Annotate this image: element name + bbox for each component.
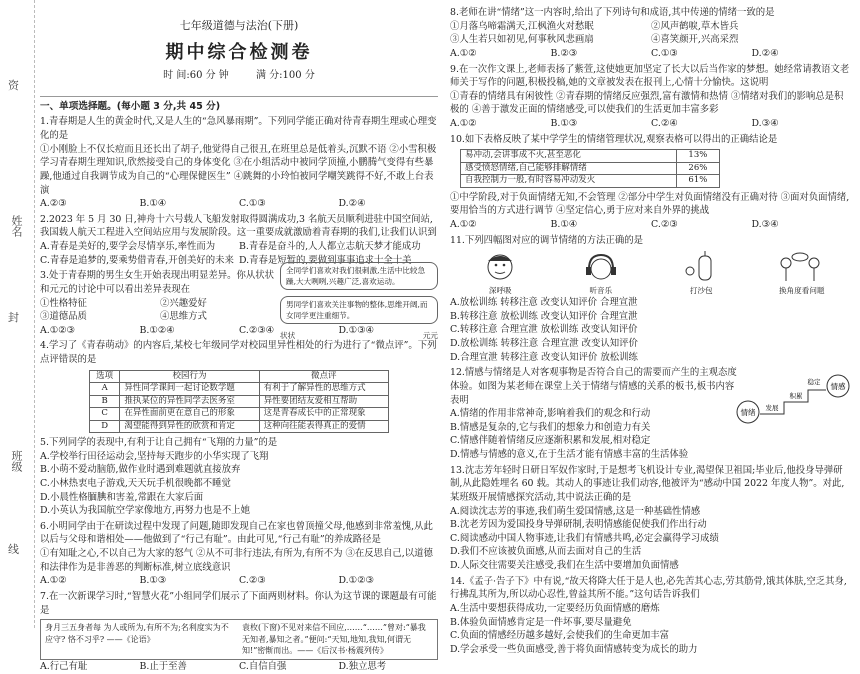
question-6 [40, 520, 438, 588]
table-cell: 13% [676, 150, 719, 162]
illustration [661, 251, 741, 296]
illustration-label: 换角度看问题 [778, 286, 825, 296]
headphones-icon [581, 251, 621, 285]
option[interactable]: B.小萌不爱动脑筋,做作业时遇到难题就直接放弃 [40, 464, 241, 476]
diagram-label: 发展 [765, 404, 779, 412]
option[interactable]: A.情绪的作用非常神奇,影响着我们的观念和行动 [450, 408, 651, 420]
character-name: 元元 [422, 331, 438, 340]
option[interactable]: C.②④ [651, 118, 678, 129]
statement: ④思维方式 [160, 311, 207, 323]
option[interactable]: B.①④ [550, 218, 578, 230]
table-row [461, 150, 720, 162]
question-13 [450, 464, 852, 573]
option[interactable]: D.我们不应该被负面感,从而去面对自己的生活 [450, 546, 642, 558]
option[interactable]: B.②③ [550, 47, 578, 59]
table-header: 选项 [90, 370, 120, 382]
question-stem: 3.处于青春期的男生女生开始表现出明显差异。你从状状和元元的讨论中可以看出差异表现在 [40, 270, 274, 295]
quote: 身月三五身者每 为人或所为,有所不为;名利度实为不应守? 恪不习乎? ——《论语》 [45, 623, 229, 644]
option[interactable]: C.阅读感动中国人物事迹,让我们有情感共鸣,必定会赢得学习成绩 [450, 532, 719, 544]
table-cell: 异性同学课间一起讨论数学题 [120, 383, 259, 395]
table-cell: A [90, 383, 120, 395]
option[interactable]: D.独立思考 [338, 660, 387, 672]
option[interactable]: B.①④ [139, 198, 167, 210]
option[interactable]: D.③④ [751, 218, 779, 230]
quote-box [40, 619, 438, 660]
option[interactable]: A.行己有耻 [40, 660, 88, 672]
table-cell: 有利于了解异性的思维方式 [259, 383, 388, 395]
option[interactable]: A.①② [450, 218, 477, 230]
table-row [90, 408, 389, 420]
statistics-table [460, 149, 720, 187]
question-9 [450, 63, 852, 131]
table-cell: 推执某位的异性同学去医务室 [120, 395, 259, 407]
option[interactable]: B.沈老芳因为爱国投身导弹研制,表明情感能促使我们作出行动 [450, 519, 707, 531]
illustration [561, 251, 641, 296]
question-stem: 6.小明同学由于在研读过程中发现了问题,随即发现自己在家也曾顶撞父母,他感到非常羞愧,从此以后与父母和谐相处——他做到了“行己有耻”。由此可见,“行己有耻”的养成路径是 [40, 520, 433, 546]
question-3 [40, 269, 280, 324]
question-stem: 8.老师在讲“情绪”这一内容时,给出了下列诗句和成语,其中传递的情绪一致的是 [450, 7, 775, 18]
option[interactable]: D.小晨性格腼腆和害羞,常跟在大家后面 [40, 491, 204, 503]
question-12 [450, 366, 740, 461]
option[interactable]: B.①③ [139, 575, 167, 587]
table-header: 微点评 [259, 370, 388, 382]
statement: ③人生若只如初见,何事秋风悲画扇 [450, 34, 594, 46]
question-body: ①青春的情绪具有闲彼性 ②青春期的情绪反应强烈,富有激情和热情 ③情绪对我们的影响总是积极的 ④善于激发正面的情绪感受,可以使我们的生活更加丰富多彩 [450, 90, 844, 116]
table-cell: 易冲动,会讲事成不火,甚至恶化 [461, 150, 677, 162]
exam-title: 期中综合检测卷 [165, 41, 313, 63]
option[interactable]: C.情感伴随着情绪反应逐渐积累和发展,相对稳定 [450, 435, 651, 447]
table-cell: B [90, 395, 120, 407]
option[interactable]: D.小英认为我国航空学家像地方,再努力也是不上她 [40, 505, 251, 517]
table-cell: 这种向往能表得真正的爱情 [259, 420, 388, 432]
option[interactable]: B.情感是复杂的,它与我们的想象力和创造力有关 [450, 421, 651, 433]
question-stem: 14.《孟子·告子下》中有说,“故天将降大任于是人也,必先苦其心志,劳其筋骨,饿其体肤,空乏其身,行拂乱其所为,所以动心忍性,曾益其所不能。”这句话告诉我们 [450, 575, 847, 601]
section-heading: 一、单项选择题。(每小题 3 分,共 45 分) [40, 96, 438, 114]
answer-options [40, 574, 438, 588]
question-stem: 1.青春期是人生的黄金时代,又是人生的“急风暴雨期”。下列同学能正确对待青春期生理或心理变化的是 [40, 116, 437, 142]
question-4 [40, 339, 438, 433]
question-8 [450, 6, 852, 61]
option[interactable]: B.①②④ [139, 324, 175, 336]
option[interactable]: D.情感与情感的意义,在于生活才能有情感丰富的生活体验 [450, 449, 689, 461]
question-stem: 11.下列四幅图对应的调节情绪的方法正确的是 [450, 234, 644, 246]
table-cell: 在异性面前更在意自己的形象 [120, 408, 259, 420]
gutter-label: 线 [8, 543, 19, 556]
table-cell: 渴望能得到异性的欣赏和肯定 [120, 420, 259, 432]
question-stem: 2.2023 年 5 月 30 日,神舟十六号载人飞船发射取得圆满成功,3 名航天员顺利进驻中国空间站,我国载人航天工程进入空间站应用与发展阶段。这一重要成就激励着青春期的我们,让我们认识到 [40, 213, 437, 239]
illustration [762, 251, 842, 296]
option[interactable]: D.放松训练 转移注意 合理宣泄 改变认知评价 [450, 338, 638, 350]
table-row [90, 420, 389, 432]
question-stem: 9.在一次作文课上,老师表扬了紫萱,这使她更加坚定了长大以后当作家的梦想。她经常请教语文老师关于写作的问题,积极投稿,她的文章被发表在报刊上,心情十分愉快。这说明 [450, 63, 850, 89]
table-row [461, 162, 720, 174]
statement: ③道德品质 [40, 311, 87, 323]
question-body: ①有知耻之心,不以自己为大家的怒气 ②从不可非行违法,有所为,有所不为 ③在反思自己,以道德和法律作为是非善恶的判断标准,树立底线意识 [40, 548, 433, 573]
option[interactable]: C.自信自强 [239, 660, 287, 672]
statement: ②兴趣爱好 [160, 297, 207, 309]
table-cell: 61% [676, 175, 719, 187]
exam-meta [40, 69, 438, 84]
question-stem: 7.在一次新课学习时,“智慧火花”小组同学们展示了下面两则材料。你认为这节课的课题最有可能是 [40, 590, 437, 616]
option[interactable]: B.体验负面情感肯定是一件坏事,要尽量避免 [450, 616, 632, 628]
option[interactable]: D.③④ [751, 118, 779, 129]
girl-face-icon [480, 251, 520, 285]
left-column [40, 0, 438, 674]
question-stem: 4.学习了《青春萌动》的内容后,某校七年级同学对校园里异性相处的行为进行了“微点评”。下列点评错误的是 [40, 340, 437, 366]
diagram-label: 情绪 [740, 408, 756, 417]
table-row [461, 175, 720, 187]
statement: ①月落乌啼霜满天,江枫渔火对愁眠 [450, 20, 594, 32]
statement-list [450, 20, 852, 47]
gutter-label: 班级 [9, 450, 23, 472]
discussion-illustration [280, 262, 438, 341]
statement-list [40, 297, 280, 324]
option[interactable]: C.②③ [239, 575, 266, 587]
option[interactable]: D.①③④ [338, 324, 374, 336]
diagram-label: 稳定 [807, 378, 821, 386]
option[interactable]: D.合理宣泄 转移注意 改变认知评价 放松训练 [450, 351, 638, 363]
speech-bubble: 男同学们喜欢关注事物的整体,思维开阔,而女同学更注重细节。 [280, 296, 438, 324]
question-body: ①小刚脸上不仅长痘而且还长出了胡子,他觉得自己很丑,在班里总是低着头,沉默不语 ②小雪积极学习青春期生理知识,欣然接受自己的身体变化 ③在小组活动中被同学顶撞,小鹏腾气变得有些暴躁,他通过自我调节成为自己的“心理保健医生” ④跳舞的小玲怕被同学嘲笑跳得不好,不敢上台表演 [40, 143, 437, 196]
answer-options [450, 117, 852, 131]
option[interactable]: B.青春是奋斗的,人人都立志航天梦才能成功 [239, 241, 421, 253]
diagram-label: 情感 [830, 382, 846, 391]
table-cell: 这是青春成长中的正常现象 [259, 408, 388, 420]
people-talking-icon [774, 251, 830, 285]
option[interactable]: A.①②③ [40, 324, 75, 336]
option[interactable]: C.①③ [651, 47, 678, 59]
option[interactable]: C.转移注意 合理宣泄 放松训练 改变认知评价 [450, 324, 638, 336]
option[interactable]: A.学校举行田径运动会,坚持每天跑步的小华实现了飞翔 [40, 450, 269, 462]
option[interactable]: B.止于至善 [139, 660, 187, 672]
gutter-label: 封 [8, 311, 19, 324]
option[interactable]: B.①③ [550, 118, 578, 129]
total-score: 满 分:100 分 [256, 70, 315, 82]
question-stem: 12.情感与情绪是人对客观事物是否符合自己的需要而产生的主观态度体验。如图为某老师在课堂上关于情绪与情感的关系的板书,板书内容表明 [450, 367, 737, 406]
option[interactable]: C.小林热衷电子游戏,天天玩手机很晚都不睡觉 [40, 477, 231, 489]
question-10 [450, 133, 852, 232]
punching-bag-icon [681, 251, 721, 285]
option[interactable]: C.②③④ [239, 324, 275, 336]
table-header-row [90, 370, 389, 382]
option[interactable]: D.②④ [338, 198, 366, 210]
question-1 [40, 115, 438, 210]
table-header: 校园行为 [120, 370, 259, 382]
option[interactable]: D.人际交往需要关注感受,我们在生活中要增加负面情感 [450, 560, 679, 572]
option[interactable]: D.②④ [751, 47, 779, 59]
option[interactable]: D.青春是短暂的,要做到事事追求十全十美 [239, 254, 412, 266]
table-row [90, 383, 389, 395]
question-14 [450, 575, 852, 657]
option[interactable]: A.②③ [40, 198, 67, 210]
question-stem: 5.下列同学的表现中,有利于让自己拥有“飞翔的力量”的是 [40, 437, 278, 449]
diagram-label: 积累 [789, 392, 803, 400]
right-column [450, 4, 852, 656]
illustration-row [450, 251, 852, 296]
option[interactable]: A.①② [450, 47, 477, 59]
table-cell: 异性要团结友爱相互帮助 [259, 395, 388, 407]
option[interactable]: A.青春是美好的,要学会尽情享乐,率性而为 [40, 241, 216, 253]
table-cell: 26% [676, 162, 719, 174]
answer-options [450, 218, 852, 232]
illustration-label: 听音乐 [589, 286, 613, 296]
option[interactable]: C.负面的情感经历越多越好,会使我们的生命更加丰富 [450, 630, 670, 642]
gutter-label: 姓名 [9, 215, 23, 237]
time-limit: 时 间:60 分 钟 [163, 70, 229, 82]
table-cell: 感受愤怒情绪,自己能够排解情绪 [461, 162, 677, 174]
table-cell: D [90, 420, 120, 432]
question-stem: 13.沈志芳年轻时日研日军奴作家时,于是想考飞机设计专业,渴望保卫祖国;毕业后,他投身导弹研制,从此隐姓埋名 60 载。其动人的事迹让我们动容,他被评为“感动中国 2022 年度人物”。对此,某班级开展情感探究活动,其中说法正确的是 [450, 464, 845, 503]
evaluation-table [89, 370, 389, 433]
option[interactable]: A.①② [450, 118, 477, 129]
question-7 [40, 590, 438, 674]
table-cell: C [90, 408, 120, 420]
question-5 [40, 436, 438, 518]
option[interactable]: D.①②③ [338, 575, 374, 587]
option[interactable]: A.阅读沈志芳的事迹,我们萌生爱国情感,这是一种基础性情感 [450, 505, 701, 517]
option[interactable]: C.②③ [651, 218, 678, 230]
statement: ①性格特征 [40, 297, 87, 309]
question-11 [450, 234, 852, 365]
answer-options [40, 660, 438, 674]
statement: ②风声鹤唳,草木皆兵 [651, 20, 739, 32]
option[interactable]: C.青春是追梦的,要乘势借青春,开创美好的未来 [40, 254, 234, 266]
table-cell: 自我控制力一般,有时容易冲动发火 [461, 175, 677, 187]
binding-gutter [0, 0, 35, 628]
table-row [90, 395, 389, 407]
illustration-label: 打沙包 [689, 286, 713, 296]
option[interactable]: C.①③ [239, 198, 266, 210]
character-name: 状状 [280, 331, 296, 340]
illustration [460, 251, 540, 296]
question-stem: 10.如下表格反映了某中学学生的情绪管理状况,观察表格可以得出的正确结论是 [450, 133, 778, 145]
option[interactable]: D.学会承受一些负面感受,善于将负面情感转变为成长的助力 [450, 643, 698, 655]
answer-options [450, 47, 852, 61]
quote: 袁枚(下窗)不见对来信不回应,……“……”曾对:“暴我无知者,暴知之者。”便问:“天知,地知,我知,何谓无知!”密惭而出。——《后汉书·杨震列传》 [242, 623, 426, 656]
speech-bubble: 全同学们喜欢对我们很刺激,生活中比较急躁,大大咧咧,兴趣广泛,喜欢运动。 [280, 262, 438, 290]
option[interactable]: B.转移注意 放松训练 改变认知评价 合理宣泄 [450, 310, 638, 322]
question-2 [40, 213, 438, 268]
option[interactable]: A.①② [40, 575, 67, 587]
statement: ④喜笑颜开,兴高采烈 [651, 34, 739, 46]
emotion-feeling-diagram [734, 368, 854, 428]
option[interactable]: A.放松训练 转移注意 改变认知评价 合理宣泄 [450, 297, 638, 309]
option[interactable]: A.生活中要想获得成功,一定要经历负面情感的磨炼 [450, 602, 660, 614]
illustration-label: 深呼吸 [488, 286, 512, 296]
answer-options [40, 197, 438, 211]
gutter-label: 资 [8, 79, 19, 92]
subject-line: 七年级道德与法治(下册) [179, 19, 299, 32]
question-body: ①中学阶段,对于负面情绪无知,不会管理 ②部分中学生对负面情绪没有正确对待 ③面对负面情绪,要用恰当的方式进行调节 ④坚定信心,勇于应对来自外界的挑战 [450, 191, 850, 217]
